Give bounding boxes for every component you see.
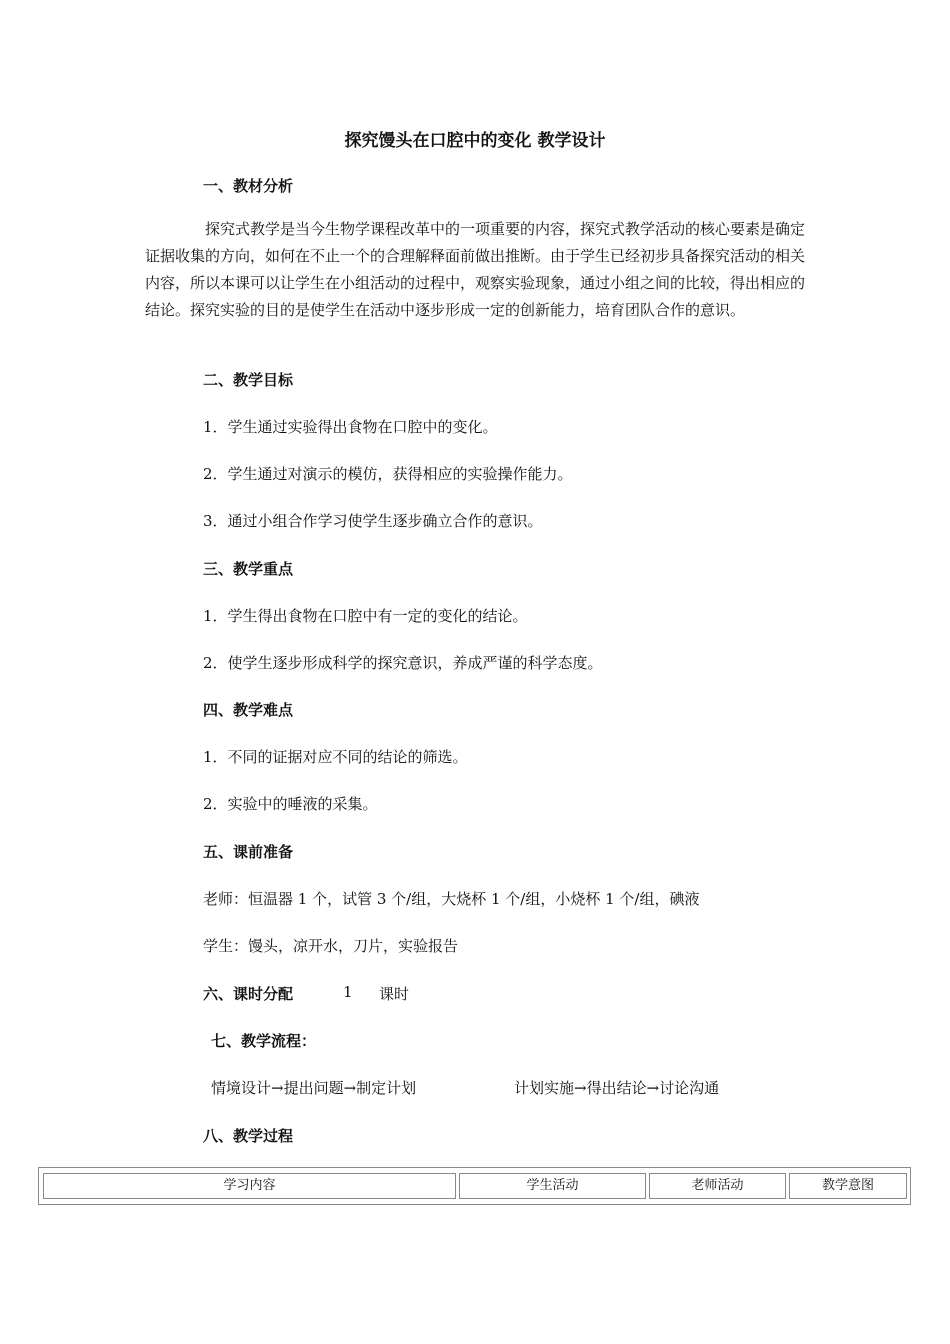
objective-item-3: 3．通过小组合作学习使学生逐步确立合作的意识。 <box>203 512 543 530</box>
objective-item-1: 1．学生通过实验得出食物在口腔中的变化。 <box>203 418 498 436</box>
section-heading-objectives: 二、教学目标 <box>203 371 294 389</box>
teaching-process-table <box>38 1167 911 1205</box>
key-point-item-1: 1．学生得出食物在口腔中有一定的变化的结论。 <box>203 607 528 625</box>
time-allocation-number: 1 <box>343 983 353 1001</box>
section-heading-materials: 一、教材分析 <box>203 177 294 195</box>
objective-item-2: 2．学生通过对演示的模仿，获得相应的实验操作能力。 <box>203 465 573 483</box>
difficulty-item-1: 1．不同的证据对应不同的结论的筛选。 <box>203 748 468 766</box>
flow-part-1: 情境设计→提出问题→制定计划 <box>211 1079 417 1097</box>
section-heading-difficulties: 四、教学难点 <box>203 701 294 719</box>
difficulty-item-2: 2．实验中的唾液的采集。 <box>203 795 378 813</box>
time-allocation-unit: 课时 <box>379 985 410 1003</box>
section-heading-flow: 七、教学流程： <box>211 1032 317 1050</box>
preparation-teacher: 老师：恒温器 1 个，试管 3 个/组，大烧杯 1 个/组，小烧杯 1 个/组，碘液 <box>203 890 700 908</box>
section-heading-key-points: 三、教学重点 <box>203 560 294 578</box>
section-heading-time-allocation: 六、课时分配 <box>203 985 294 1003</box>
table-header-teacher-activity: 老师活动 <box>649 1173 786 1199</box>
table-header-learning-content: 学习内容 <box>43 1173 456 1199</box>
page-title: 探究馒头在口腔中的变化 教学设计 <box>344 131 606 151</box>
table-header-student-activity: 学生活动 <box>459 1173 646 1199</box>
section-heading-process: 八、教学过程 <box>203 1127 294 1145</box>
materials-analysis-paragraph: 探究式教学是当今生物学课程改革中的一项重要的内容，探究式教学活动的核心要素是确定证据收集的方向，如何在不止一个的合理解释面前做出推断。由于学生已经初步具备探究活动的相关内容，所以本课可以让学生在小组活动的过程中，观察实验现象，通过小组之间的比较，得出相应的结论。探究实验的目的是使学生在活动中逐步形成一定的创新能力，培育团队合作的意识。 <box>145 220 806 319</box>
preparation-student: 学生：馒头，凉开水，刀片，实验报告 <box>203 937 459 955</box>
section-heading-preparation: 五、课前准备 <box>203 843 294 861</box>
table-header-teaching-intent: 教学意图 <box>789 1173 907 1199</box>
flow-part-2: 计划实施→得出结论→讨论沟通 <box>514 1079 720 1097</box>
key-point-item-2: 2．使学生逐步形成科学的探究意识，养成严谨的科学态度。 <box>203 654 603 672</box>
